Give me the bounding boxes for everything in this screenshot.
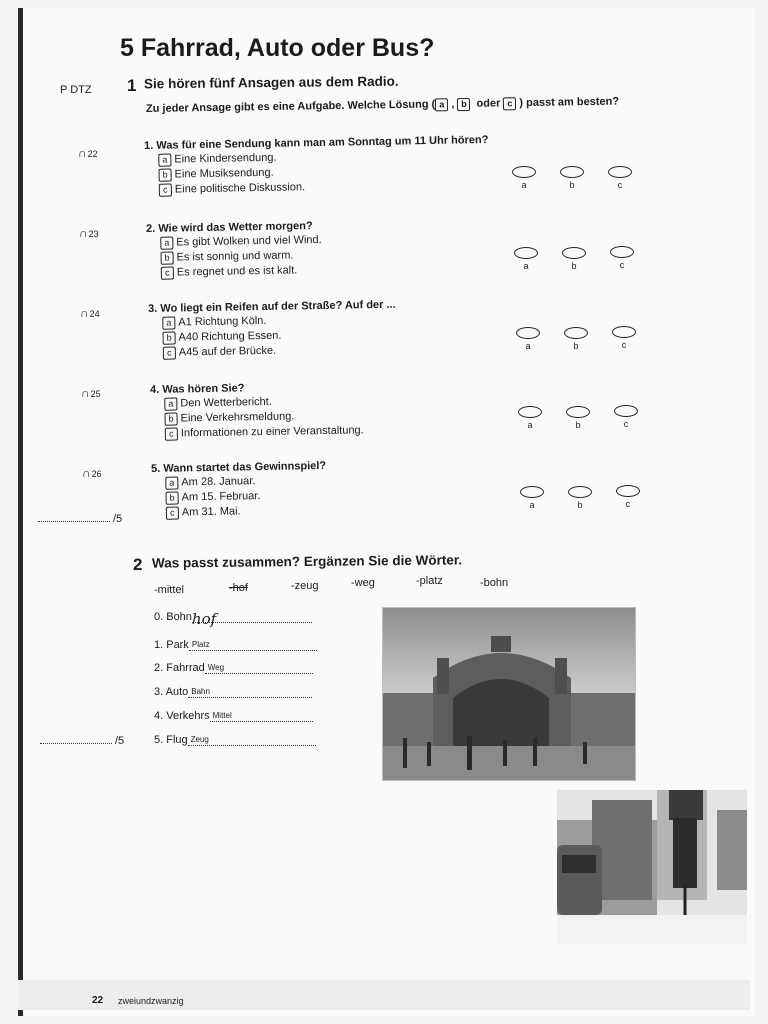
handwritten-answer: Mittel [212,711,232,720]
exercise-2-number: 2 [133,555,143,574]
answer-ovals-4 [518,406,638,436]
word-bank-platz: -platz [416,575,443,587]
question-text: 2. Wie wird das Wetter morgen? [146,220,313,235]
handwritten-answer: Zeug [190,735,209,744]
exercise-1-instruction: Zu jeder Ansage gibt es eine Aufgabe. Welche Lösung ( a , b oder c ) passt am besten? [145,95,620,115]
option-a: a Den Wetterbericht. [164,394,363,410]
oval-label-c: c [619,260,625,270]
street-traffic-photo [557,790,747,944]
score-line [38,521,110,522]
option-a: a A1 Richtung Köln. [162,313,396,330]
option-a: a Am 28. Januar. [165,474,326,490]
answer-ovals-3 [516,327,636,357]
answer-line[interactable] [189,638,317,651]
level-label: P DTZ [60,84,92,96]
answer-oval-a[interactable] [516,327,540,339]
question-5 [151,460,327,520]
oval-label-a: a [525,341,531,351]
question-3 [148,299,397,360]
option-b: b Eine Verkehrsmeldung. [165,409,364,425]
answer-ovals-1 [512,166,632,196]
oval-label-b: b [571,261,577,271]
instruction-or: oder [476,97,501,110]
headphones-icon: ∩ [80,306,89,320]
oval-label-b: b [569,180,575,190]
handwritten-answer: Platz [191,640,210,649]
question-2 [146,220,322,280]
question-text: 4. Was hören Sie? [150,382,245,396]
match-item-4: 4. Verkehrs Mittel [154,709,313,722]
oval-label-b: b [575,420,581,430]
instruction-end: passt am besten? [526,95,620,110]
match-item-0: 0. Bohnhof [154,610,312,623]
answer-oval-b[interactable] [560,166,584,178]
answer-oval-c[interactable] [614,405,638,417]
option-c: c Es regnet und es ist kalt. [161,264,323,280]
exercise-2-score [40,735,124,747]
match-item-1: 1. Park Platz [154,638,317,651]
option-b: b A40 Richtung Essen. [163,328,397,345]
headphones-icon: ∩ [81,386,90,400]
question-1 [144,134,489,197]
page-number: 22 [92,995,104,1006]
answer-oval-c[interactable] [610,246,634,258]
word-bank-hof: -hof [229,582,248,594]
exercise-2-heading: Was passt zusammen? Ergänzen Sie die Wörter. [151,552,463,571]
answer-oval-a[interactable] [518,406,542,418]
question-4 [150,380,364,441]
answer-line[interactable] [205,661,313,674]
track-number: 26 [91,469,102,479]
audio-track-25 [81,386,101,400]
answer-oval-b[interactable] [564,327,588,339]
audio-track-24 [80,306,100,320]
score-line [40,743,112,744]
answer-line[interactable] [188,733,316,746]
answer-line[interactable] [188,685,312,698]
answer-line[interactable] [210,709,313,722]
answer-oval-a[interactable] [514,247,538,259]
oval-label-a: a [523,261,529,271]
letter-box-a: a [435,98,448,111]
answer-oval-b[interactable] [568,486,592,498]
answer-oval-c[interactable] [608,166,632,178]
instruction-text: Zu jeder Ansage gibt es eine Aufgabe. Welche Lösung [145,98,429,115]
word-bank-weg: -weg [351,577,375,589]
oval-label-c: c [617,180,623,190]
exercise-1-heading: Sie hören fünf Ansagen aus dem Radio. [143,73,399,92]
oval-label-b: b [577,500,583,510]
answer-oval-a[interactable] [520,486,544,498]
track-number: 23 [88,229,99,239]
score-total: /5 [115,735,125,747]
option-c: c Eine politische Diskussion. [159,178,490,197]
match-item-3: 3. Auto Bahn [154,685,312,698]
page-number-word: zweiundzwanzig [118,996,184,1006]
answer-oval-c[interactable] [616,485,640,497]
answer-ovals-2 [514,247,634,277]
handwritten-answer: Weg [207,663,225,672]
headphones-icon: ∩ [78,146,87,160]
option-b: b Es ist sonnig und warm. [161,249,323,265]
track-number: 22 [87,149,98,159]
track-number: 24 [89,309,100,319]
headphones-icon: ∩ [82,466,91,480]
question-text: 1. Was für eine Sendung kann man am Sonntag um 11 Uhr hören? [144,133,489,152]
answer-oval-c[interactable] [612,326,636,338]
answer-line[interactable] [191,610,312,628]
option-b: b Am 15. Februar. [166,489,327,505]
answer-ovals-5 [520,486,640,516]
question-text: 3. Wo liegt ein Reifen auf der Straße? Auf der ... [148,298,396,315]
oval-label-a: a [527,420,533,430]
word-bank-zeug: -zeug [291,580,319,592]
question-text: 5. Wann startet das Gewinnspiel? [151,459,327,475]
letter-box-c: c [503,97,516,110]
headphones-icon: ∩ [79,226,88,240]
handwritten-answer: Bahn [191,687,210,696]
audio-track-23 [79,226,99,240]
oval-label-a: a [521,180,527,190]
oval-label-c: c [625,499,631,509]
track-number: 25 [90,389,101,399]
answer-oval-b[interactable] [566,406,590,418]
match-item-2: 2. Fahrrad Weg [154,661,313,674]
train-station-photo [382,607,636,781]
exercise-1-number: 1 [127,76,137,95]
option-c: c A45 auf der Brücke. [163,343,397,360]
option-c: c Am 31. Mai. [166,504,327,520]
exercise-1-score [38,513,122,525]
audio-track-26 [82,466,102,480]
score-total: /5 [113,513,123,525]
oval-label-c: c [621,340,627,350]
letter-box-b: b [457,98,470,111]
audio-track-22 [78,146,98,160]
option-c: c Informationen zu einer Veranstaltung. [165,424,364,440]
option-a: a Es gibt Wolken und viel Wind. [160,234,322,250]
word-bank-bohn: -bohn [480,577,509,589]
answer-oval-a[interactable] [512,166,536,178]
option-b: b Eine Musiksendung. [159,163,490,182]
oval-label-a: a [529,500,535,510]
option-a: a Eine Kindersendung. [158,148,489,167]
word-bank-mittel: -mittel [154,584,184,596]
oval-label-c: c [623,419,629,429]
match-item-5: 5. Flug Zeug [154,733,316,746]
oval-label-b: b [573,341,579,351]
answer-oval-b[interactable] [562,247,586,259]
handwritten-answer: hof [191,610,217,628]
page-title: 5 Fahrrad, Auto oder Bus? [120,34,435,62]
